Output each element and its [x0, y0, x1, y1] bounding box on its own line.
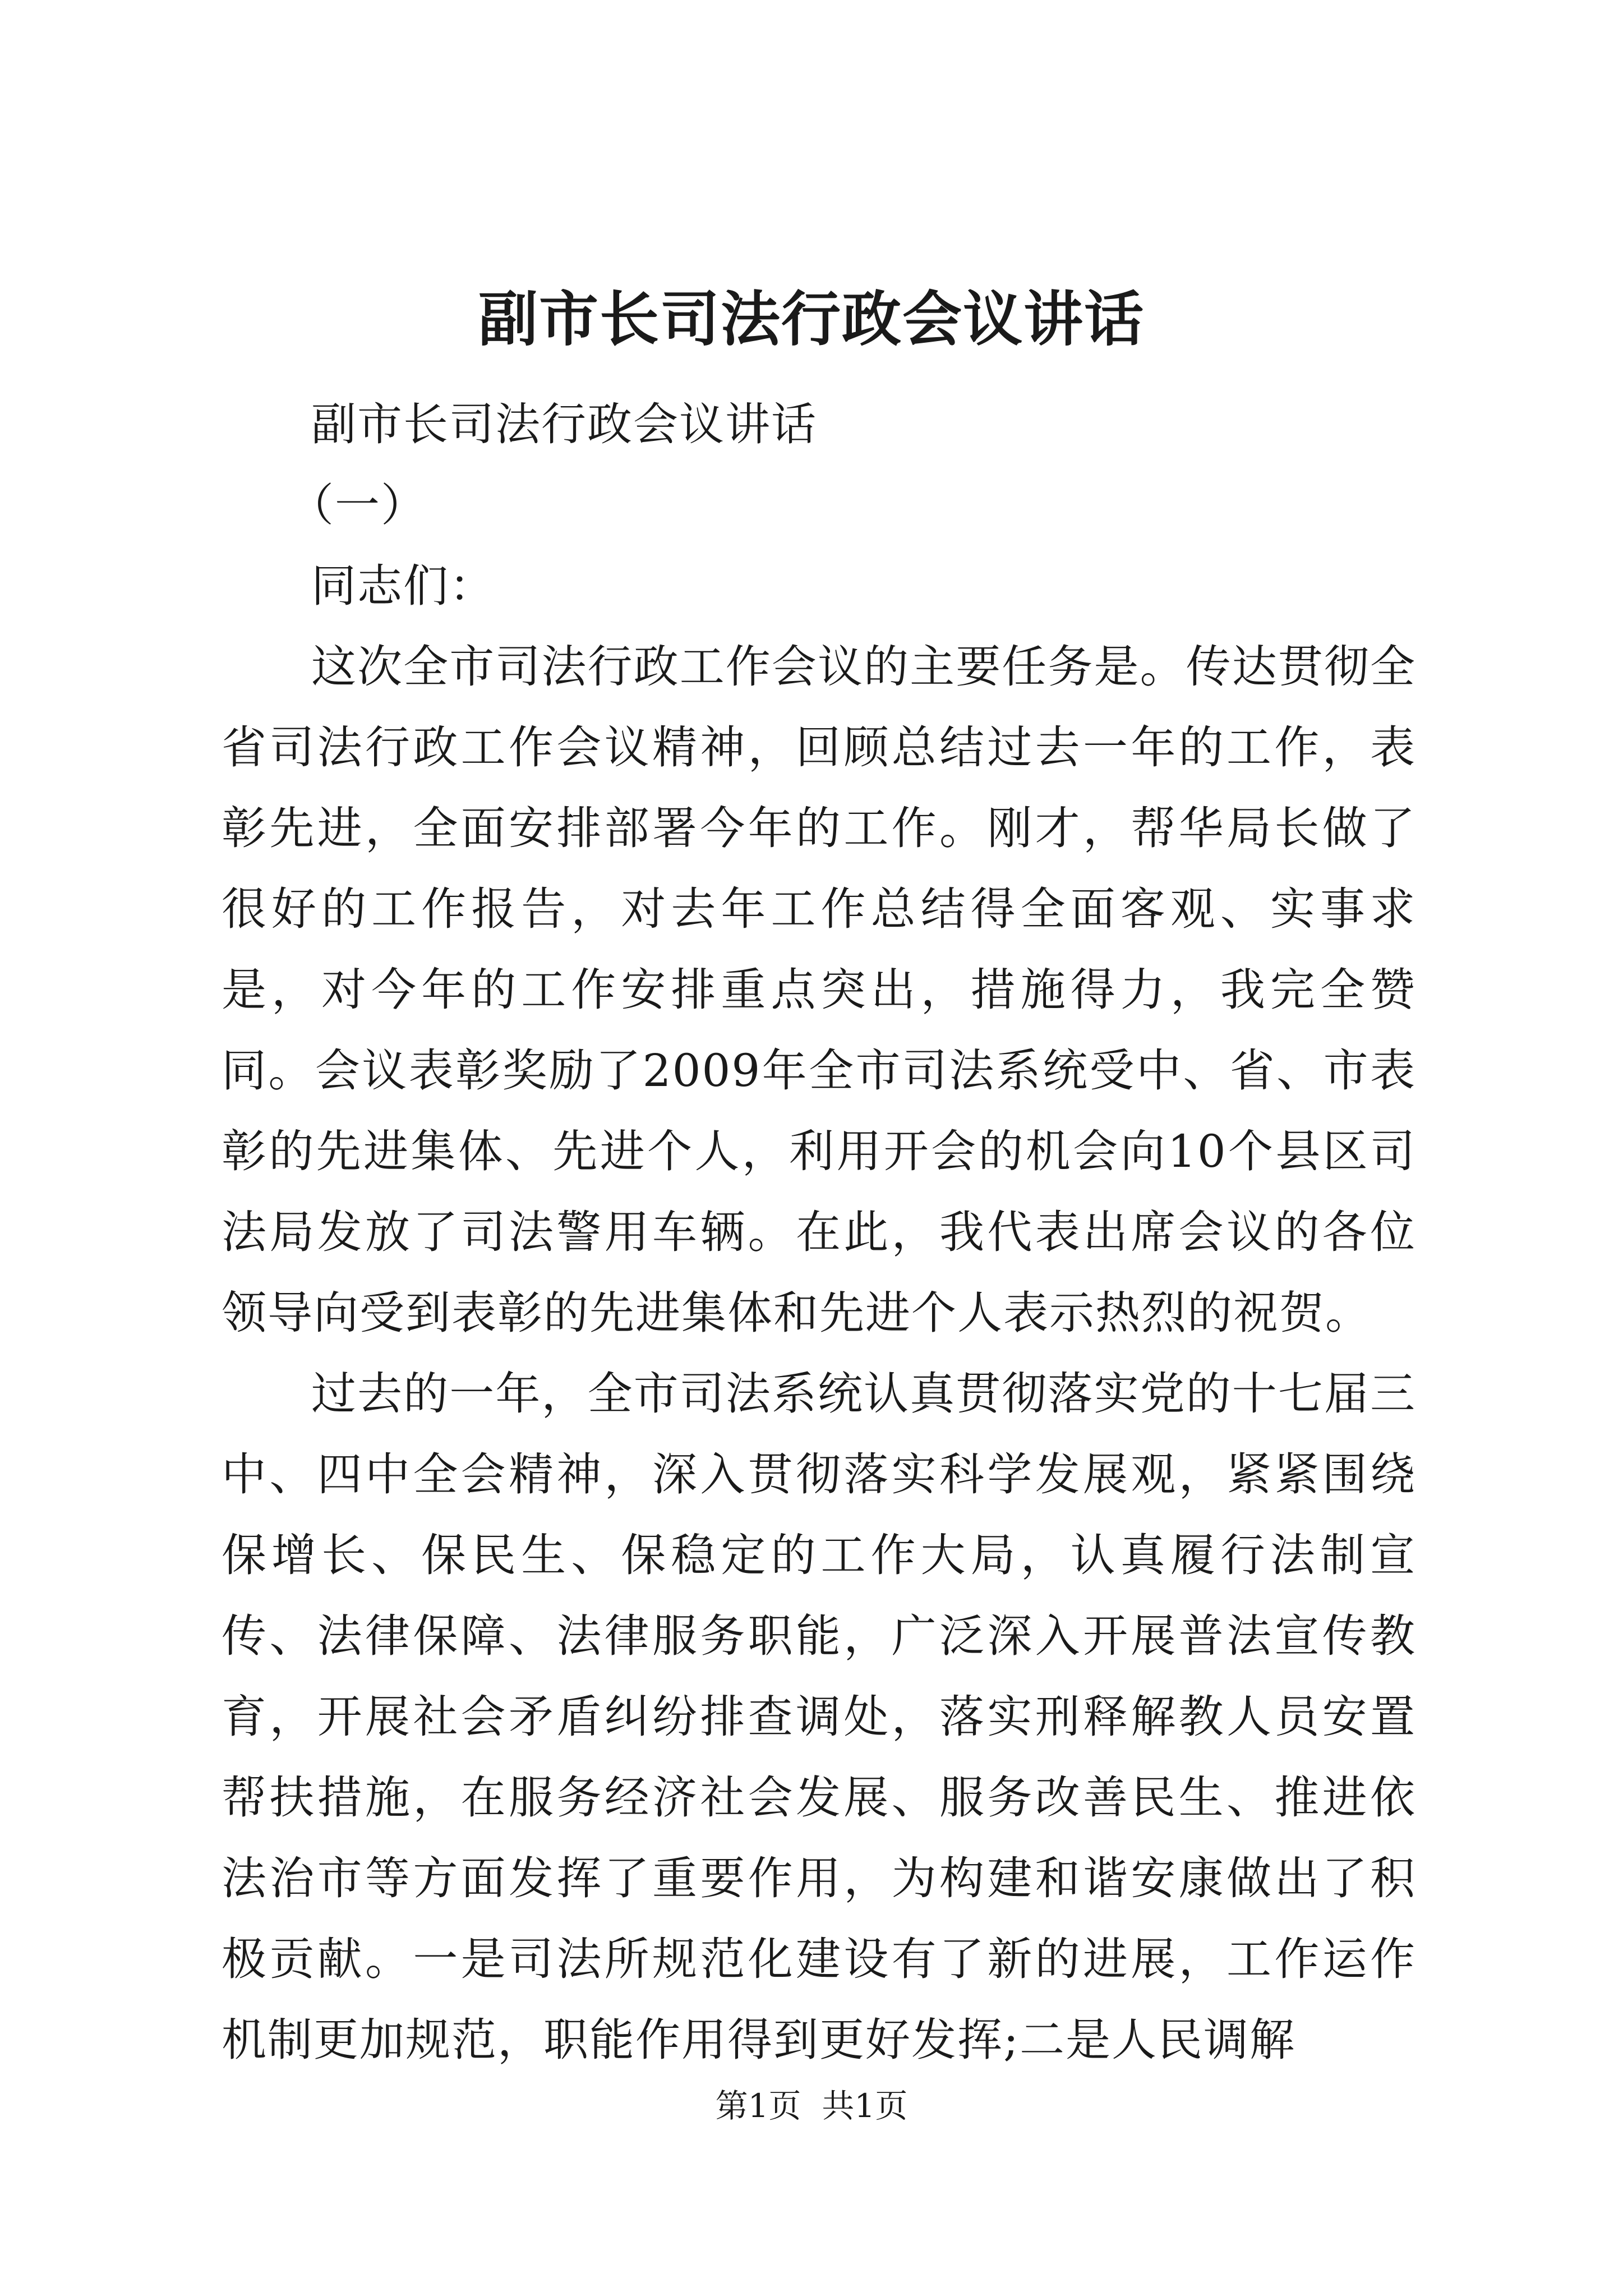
page-footer [0, 2087, 1623, 2126]
document-body [222, 384, 1416, 2081]
salutation: 同志们： [311, 560, 495, 612]
document-title: 副市长司法行政会议讲话 [478, 284, 1145, 354]
paragraph: 过去的一年，全市司法系统认真贯彻落实党的十七届三中、四中全会精神，深入贯彻落实科学发展观，紧紧围绕保增长、保民生、保稳定的工作大局，认真履行法制宣传、法律保障、法律服务职能，广泛深入开展普法宣传教育，开展社会矛盾纠纷排查调处，落实刑释解教人员安置帮扶措施，在服务经济社会发展、服务改善民生、推进依法治市等方面发挥了重要作用，为构建和谐安康做出了积极贡献。一是司法所规范化建设有了新的进展，工作运作机制更加规范，职能作用得到更好发挥;二是人民调解 [222, 1368, 1416, 2066]
paragraph: 这次全市司法行政工作会议的主要任务是。传达贯彻全省司法行政工作会议精神，回顾总结过去一年的工作，表彰先进，全面安排部署今年的工作。刚才，帮华局长做了很好的工作报告，对去年工作总结得全面客观、实事求是，对今年的工作安排重点突出，措施得力，我完全赞同。会议表彰奖励了2009年全市司法系统受中、省、市表彰的先进集体、先进个人，利用开会的机会向10个县区司法局发放了司法警用车辆。在此，我代表出席会议的各位领导向受到表彰的先进集体和先进个人表示热烈的祝贺。 [222, 641, 1416, 1339]
subtitle: 副市长司法行政会议讲话 [311, 398, 817, 450]
section-marker: （一） [289, 479, 427, 531]
page-number: 第1页 共1页 [715, 2087, 908, 2125]
